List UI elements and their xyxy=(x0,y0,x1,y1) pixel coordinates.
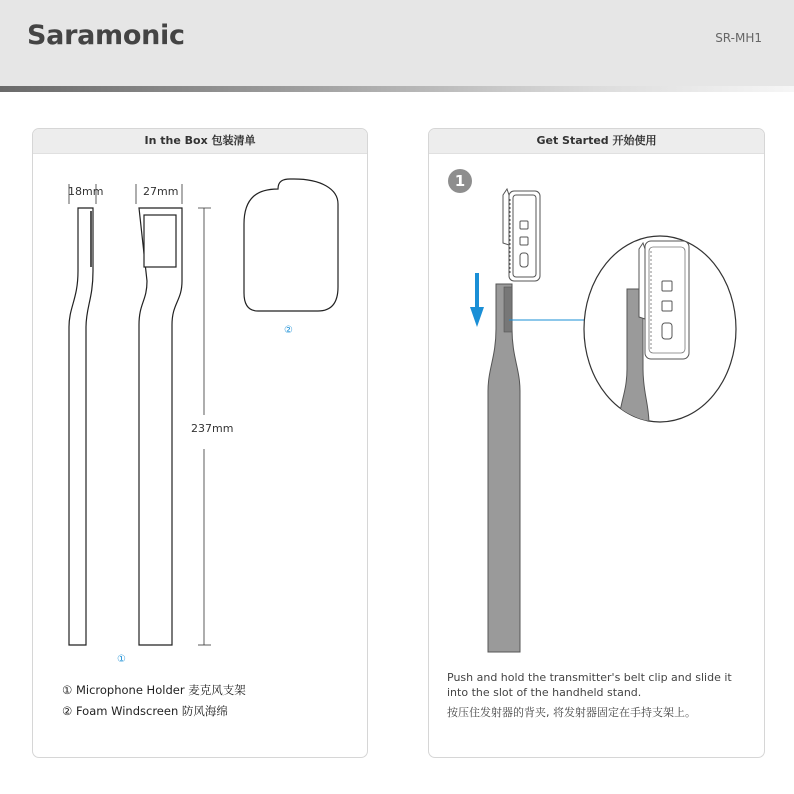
zoom-circle-icon xyxy=(584,236,736,424)
holder-side-view xyxy=(69,208,93,645)
legend-item-foam: ② Foam Windscreen 防风海绵 xyxy=(62,704,228,718)
width-label-thin: 18mm xyxy=(68,185,104,198)
in-the-box-illustration xyxy=(33,129,367,757)
holder-front-view xyxy=(139,208,182,645)
step-number-badge: 1 xyxy=(448,169,472,193)
legend-item-holder: ① Microphone Holder 麦克风支架 xyxy=(62,683,246,697)
get-started-panel xyxy=(428,128,765,758)
transmitter-icon xyxy=(503,189,540,281)
get-started-illustration xyxy=(429,129,764,757)
width-label-wide: 27mm xyxy=(143,185,179,198)
brand-logo: Saramonic xyxy=(27,20,185,51)
instruction-chinese: 按压住发射器的背夹, 将发射器固定在手持支架上。 xyxy=(447,706,696,719)
holder-marker: ① xyxy=(117,654,126,665)
in-the-box-panel xyxy=(32,128,368,758)
model-number: SR-MH1 xyxy=(715,31,762,45)
header-divider xyxy=(0,86,794,92)
in-the-box-title: In the Box 包装清单 xyxy=(33,129,367,154)
get-started-title: Get Started 开始使用 xyxy=(429,129,764,154)
holder-slot xyxy=(144,215,176,267)
length-label: 237mm xyxy=(191,422,234,435)
foam-windscreen xyxy=(244,179,338,311)
foam-marker: ② xyxy=(284,325,293,336)
down-arrow-icon xyxy=(470,273,484,327)
page-header xyxy=(0,0,794,86)
instruction-english: Push and hold the transmitter's belt clip and slide it into the slot of the handheld stand. xyxy=(447,671,732,699)
handheld-stand xyxy=(488,284,520,652)
